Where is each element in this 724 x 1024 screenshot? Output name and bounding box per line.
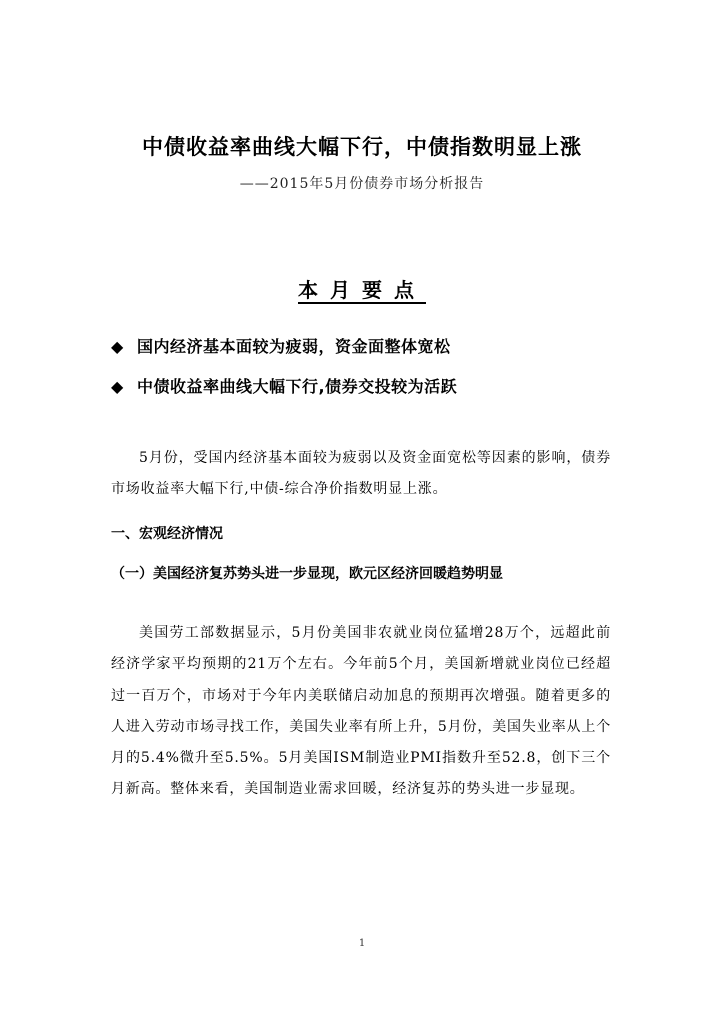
report-title: 中债收益率曲线大幅下行，中债指数明显上涨	[142, 135, 582, 159]
diamond-bullet-icon: ◆	[111, 377, 124, 396]
key-points-heading: 本月要点	[298, 278, 426, 302]
page-number: 1	[358, 938, 366, 949]
section-heading: 一、宏观经济情况	[111, 526, 223, 542]
key-point-item	[111, 374, 457, 397]
key-point-text: 中债收益率曲线大幅下行,债券交投较为活跃	[137, 377, 458, 396]
subsection-heading: （一）美国经济复苏势头进一步显现，欧元区经济回暖趋势明显	[111, 566, 503, 582]
key-point-item	[111, 334, 451, 357]
report-subtitle: ——2015年5月份债券市场分析报告	[239, 176, 485, 192]
body-paragraph: 美国劳工部数据显示，5月份美国非农就业岗位猛增28万个，远超此前经济学家平均预期的21万个左右。今年前5个月，美国新增就业岗位已经超过一百万个，市场对于今年内美联储启动加息的预期再次增强。随着更多的人进入劳动市场寻找工作，美国失业率有所上升，5月份，美国失业率从上个月的5.4%微升至5.5%。5月美国ISM制造业PMI指数升至52.8，创下三个月新高。整体来看，美国制造业需求回暖，经济复苏的势头进一步显现。	[111, 625, 611, 798]
key-point-text: 国内经济基本面较为疲弱，资金面整体宽松	[137, 337, 451, 356]
intro-paragraph: 5月份，受国内经济基本面较为疲弱以及资金面宽松等因素的影响，债券市场收益率大幅下行,中债-综合净价指数明显上涨。	[111, 450, 611, 497]
diamond-bullet-icon: ◆	[111, 337, 124, 356]
